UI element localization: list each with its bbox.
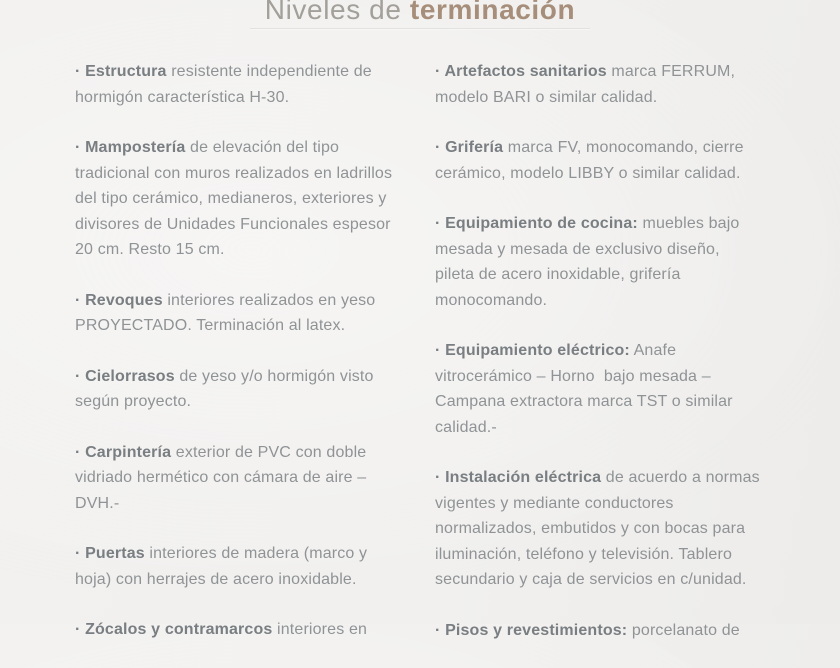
spec-lead: · Artefactos sanitarios xyxy=(435,63,607,80)
spec-item-revoques xyxy=(75,288,420,339)
spec-line xyxy=(435,135,780,161)
page-title-regular: Niveles de xyxy=(264,0,410,25)
page-title xyxy=(0,0,840,26)
spec-item-pisos xyxy=(435,618,780,644)
spec-lead: · Estructura xyxy=(75,63,167,80)
spec-item-estructura xyxy=(75,59,420,110)
spec-line: tradicional con muros realizados en ladrillos xyxy=(75,164,393,182)
spec-line: del tipo cerámico, medianeros, exteriores y xyxy=(75,190,387,207)
spec-text: resistente independiente de xyxy=(166,63,372,80)
spec-line: divisores de Unidades Funcionales espesor xyxy=(75,215,391,233)
spec-line: pileta de acero inoxidable, grifería xyxy=(435,266,681,283)
spec-lead: · Equipamiento eléctrico: xyxy=(435,342,630,359)
spec-lead: · Pisos y revestimientos: xyxy=(435,621,628,639)
spec-text: interiores en xyxy=(272,621,368,638)
title-divider xyxy=(250,28,590,30)
spec-item-puertas xyxy=(75,541,420,592)
spec-lead: · Cielorrasos xyxy=(75,367,175,385)
spec-line xyxy=(75,541,420,567)
spec-lead: · Instalación eléctrica xyxy=(435,469,602,486)
spec-line: calidad.- xyxy=(435,418,497,436)
spec-text: marca FV, monocomando, cierre xyxy=(503,139,744,156)
spec-line: cerámico, modelo LIBBY o similar calidad. xyxy=(435,164,741,182)
spec-lead: · Mampostería xyxy=(75,139,186,156)
spec-item-cielorrasos xyxy=(75,364,420,415)
spec-lead: · Equipamiento de cocina: xyxy=(435,215,638,232)
spec-text: marca FERRUM, xyxy=(606,63,736,80)
spec-lead: · Revoques xyxy=(75,291,163,309)
spec-item-equipamiento-electrico xyxy=(435,338,780,440)
spec-line: vigentes y mediante conductores xyxy=(435,494,674,512)
left-column xyxy=(75,59,420,668)
spec-line: mesada y mesada de exclusivo diseño, xyxy=(435,240,720,258)
spec-lead: · Zócalos y contramarcos xyxy=(75,621,273,638)
spec-line: PROYECTADO. Terminación al latex. xyxy=(75,317,346,334)
spec-line xyxy=(75,364,420,390)
spec-line xyxy=(75,59,420,85)
right-column xyxy=(435,59,780,668)
spec-line: 20 cm. Resto 15 cm. xyxy=(75,241,225,258)
spec-line xyxy=(75,135,420,161)
spec-line: vitrocerámico – Horno bajo mesada – xyxy=(435,367,711,385)
spec-item-artefactos xyxy=(435,59,780,110)
spec-lead: · Puertas xyxy=(75,545,145,562)
spec-line: iluminación, teléfono y televisión. Tablero xyxy=(435,545,732,563)
spec-item-griferia xyxy=(435,135,780,186)
spec-text: exterior de PVC con doble xyxy=(171,443,367,461)
spec-item-instalacion-electrica xyxy=(435,465,780,593)
spec-line: secundario y caja de servicios en c/unidad. xyxy=(435,571,747,588)
spec-item-mamposteria xyxy=(75,135,420,263)
spec-item-equipamiento-cocina xyxy=(435,211,780,313)
spec-line xyxy=(435,465,780,491)
spec-text: de yeso y/o hormigón visto xyxy=(174,367,374,385)
spec-line: monocomando. xyxy=(435,291,548,309)
spec-line: vidriado hermético con cámara de aire – xyxy=(75,469,367,486)
spec-columns xyxy=(0,59,840,668)
spec-text: porcelanato de xyxy=(627,621,740,639)
spec-line: hoja) con herrajes de acero inoxidable. xyxy=(75,570,357,588)
spec-line xyxy=(435,59,780,85)
spec-item-carpinteria xyxy=(75,440,420,517)
spec-line: hormigón característica H-30. xyxy=(75,88,290,106)
spec-line: normalizados, embutidos y con bocas para xyxy=(435,520,746,537)
spec-line: modelo BARI o similar calidad. xyxy=(435,88,658,106)
spec-line xyxy=(75,440,420,466)
spec-text: de elevación del tipo xyxy=(185,139,340,156)
spec-line xyxy=(435,618,780,644)
spec-line xyxy=(435,338,780,364)
spec-line xyxy=(435,211,780,237)
spec-text: interiores realizados en yeso xyxy=(162,291,376,309)
spec-line xyxy=(75,288,420,314)
spec-text: muebles bajo xyxy=(637,215,740,232)
spec-text: interiores de madera (marco y xyxy=(144,545,368,562)
page-title-bold: terminación xyxy=(409,0,576,25)
spec-line: Campana extractora marca TST o similar xyxy=(435,393,733,410)
spec-line: DVH.- xyxy=(75,494,120,512)
spec-text: de acuerdo a normas xyxy=(601,469,760,486)
spec-line: según proyecto. xyxy=(75,393,192,410)
spec-text: Anafe xyxy=(629,342,677,359)
spec-lead: · Grifería xyxy=(435,139,504,156)
spec-lead: · Carpintería xyxy=(75,443,172,461)
